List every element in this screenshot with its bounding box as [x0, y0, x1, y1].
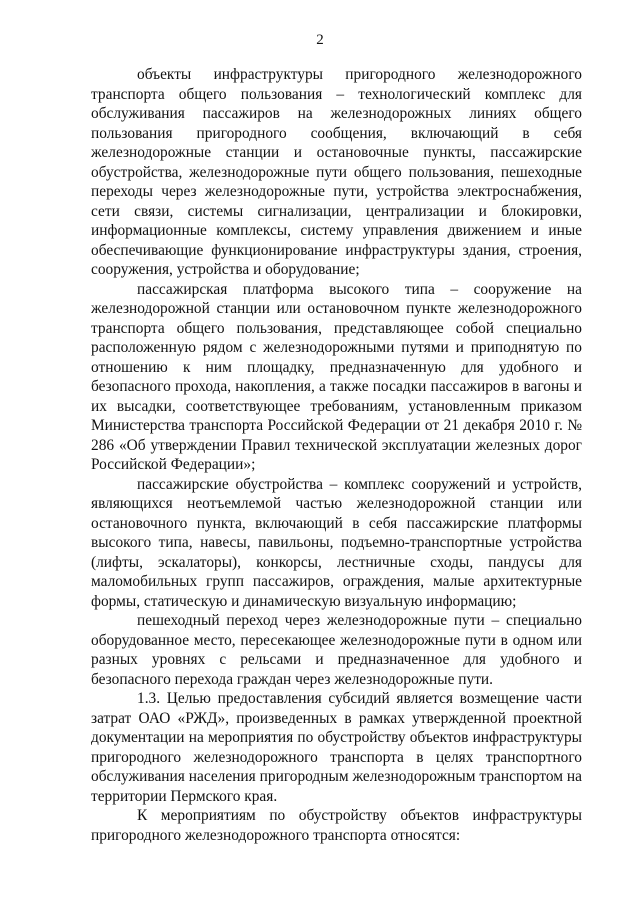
paragraph-subsidy-purpose: 1.3. Целью предоставления субсидий является возмещение части затрат ОАО «РЖД», произведенных в рамках утвержденной проектной документации на мероприятия по обустройству объектов инфраструктуры пригородного железнодорожного транспорта в целях транспортного обслуживания населения пригородным железнодорожным транспортом на территории Пермского края. [91, 690, 582, 805]
paragraph-infrastructure-definition: объекты инфраструктуры пригородного железнодорожного транспорта общего пользования – технологический комплекс для обслуживания пассажиров на железнодорожных линиях общего пользования пригородного сообщения, включающий в себя железнодорожные станции и остановочные пункты, пассажирские обустройства, железнодорожные пути общего пользования, пешеходные переходы через железнодорожные пути, устройства электроснабжения, сети связи, системы сигнализации, централизации и блокировки, информационные комплексы, систему управления движением и иные обеспечивающие функционирование инфраструктуры здания, строения, сооружения, устройства и оборудование; [91, 66, 582, 278]
paragraph-measures-intro: К мероприятиям по обустройству объектов инфраструктуры пригородного железнодорожного транспорта относятся: [91, 807, 582, 844]
paragraph-pedestrian-crossing-definition: пешеходный переход через железнодорожные пути – специально оборудованное место, пересекающее железнодорожные пути в одном или разных уровнях с рельсами и предназначенное для удобного и безопасного перехода граждан через железнодорожные пути. [91, 612, 582, 688]
paragraph-passenger-facilities-definition: пассажирские обустройства – комплекс сооружений и устройств, являющихся неотъемлемой частью железнодорожной станции или остановочного пункта, включающий в себя пассажирские платформы высокого типа, навесы, павильоны, подъемно-транспортные устройства (лифты, эскалаторы), конкорсы, лестничные сходы, пандусы для маломобильных групп пассажиров, ограждения, малые архитектурные формы, статическую и динамическую визуальную информацию; [91, 475, 582, 610]
document-body [91, 65, 582, 845]
paragraph-high-platform-definition: пассажирская платформа высокого типа – сооружение на железнодорожной станции или остановочном пункте железнодорожного транспорта общего пользования, представляющее собой специально расположенную рядом с железнодорожными путями и приподнятую по отношению к ним площадку, предназначенную для удобного и безопасного прохода, накопления, а также посадки пассажиров в вагоны и их высадки, соответствующее требованиям, установленным приказом Министерства транспорта Российской Федерации от 21 декабря 2010 г. № 286 «Об утверждении Правил технической эксплуатации железных дорог Российской Федерации»; [91, 280, 582, 473]
page-number: 2 [316, 32, 324, 48]
